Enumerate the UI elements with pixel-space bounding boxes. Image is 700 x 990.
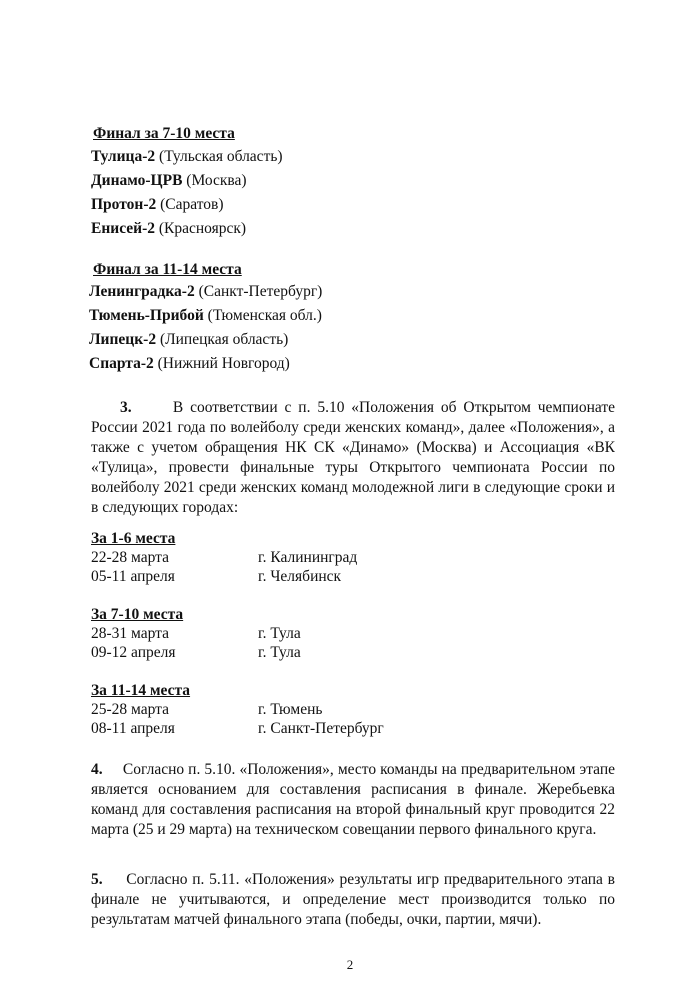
team-dinamo-crv: Динамо-ЦРВ (Москва) (91, 172, 247, 189)
schedule-11-14-title: За 11-14 места (91, 682, 191, 699)
team-tulitsa-2: Тулица-2 (Тульская область) (91, 148, 283, 165)
schedule-1-6-title: За 1-6 места (91, 530, 176, 547)
paragraph-4: 4. Согласно п. 5.10. «Положения», место команды на предварительном этапе является основанием для составления расписания в финале. Жеребьевка команд для составления расписания на второй финальный круг проводится 22 марта (25 и 29 марта) на техническом совещании первого финального круга. (91, 761, 616, 838)
final-11-14-title: Финал за 11-14 места (93, 261, 242, 278)
paragraph-3: 3. В соответствии с п. 5.10 «Положения об Открытом чемпионате России 2021 года по волейболу среди женских команд», далее «Положения», а также с учетом обращения НК СК «Динамо» (Москва) и Ассоциация «ВК «Тулица», провести финальные туры Открытого чемпионата России по волейболу 2021 среди женских команд молодежной лиги в следующие сроки и в следующих городах: (91, 399, 615, 516)
schedule-row: 09-12 апреля г. Тула (91, 644, 301, 661)
page-number: 2 (346, 957, 354, 972)
team-proton-2: Протон-2 (Саратов) (91, 196, 224, 213)
schedule-row: 22-28 марта г. Калининград (91, 549, 358, 566)
team-leningradka-2: Ленинградка-2 (Санкт-Петербург) (89, 283, 323, 300)
team-sparta-2: Спарта-2 (Нижний Новгород) (89, 355, 290, 372)
paragraph-5: 5. Согласно п. 5.11. «Положения» результаты игр предварительного этапа в финале не учитываются, и определение мест производится только по результатам матчей финального этапа (победы, очки, партии, мячи). (91, 871, 615, 928)
schedule-row: 25-28 марта г. Тюмень (91, 701, 323, 718)
team-tyumen-priboy: Тюмень-Прибой (Тюменская обл.) (89, 307, 322, 324)
schedule-7-10-title: За 7-10 места (91, 606, 184, 623)
schedule-row: 28-31 марта г. Тула (91, 625, 301, 642)
team-lipetsk-2: Липецк-2 (Липецкая область) (89, 331, 289, 348)
schedule-row: 05-11 апреля г. Челябинск (91, 568, 342, 585)
final-7-10-title: Финал за 7-10 места (93, 125, 235, 142)
team-enisey-2: Енисей-2 (Красноярск) (91, 220, 247, 237)
schedule-row: 08-11 апреля г. Санкт-Петербург (91, 720, 384, 737)
